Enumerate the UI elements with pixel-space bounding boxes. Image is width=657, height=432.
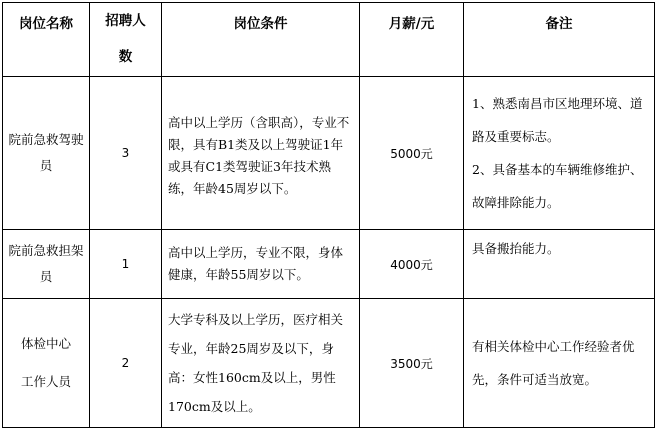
cell-count: 3	[90, 77, 162, 230]
cell-remarks: 有相关体检中心工作经验者优先，条件可适当放宽。	[464, 299, 655, 428]
table-row	[3, 77, 655, 230]
cell-salary: 4000元	[360, 230, 464, 299]
header-remarks: 备注	[464, 3, 655, 77]
header-count: 招聘人数	[90, 3, 162, 77]
table-row	[3, 230, 655, 299]
recruitment-table	[2, 2, 655, 428]
cell-remarks: 1、熟悉南昌市区地理环境、道路及重要标志。 2、具备基本的车辆维修维护、故障排除能力。	[464, 77, 655, 230]
cell-position: 体检中心工作人员	[3, 299, 90, 428]
cell-salary: 5000元	[360, 77, 464, 230]
cell-conditions: 高中以上学历，专业不限，身体健康，年龄55周岁以下。	[162, 230, 360, 299]
cell-position: 院前急救担架员	[3, 230, 90, 299]
header-conditions: 岗位条件	[162, 3, 360, 77]
header-position: 岗位名称	[3, 3, 90, 77]
table-row	[3, 299, 655, 428]
cell-salary: 3500元	[360, 299, 464, 428]
header-salary: 月薪/元	[360, 3, 464, 77]
cell-remarks: 具备搬抬能力。	[464, 230, 655, 299]
table-header-row	[3, 3, 655, 77]
cell-conditions: 大学专科及以上学历，医疗相关专业，年龄25周岁及以下，身高：女性160cm及以上，男性170cm及以上。	[162, 299, 360, 428]
cell-count: 2	[90, 299, 162, 428]
cell-conditions: 高中以上学历（含职高），专业不限，具有B1类及以上驾驶证1年或具有C1类驾驶证3年技术熟练，年龄45周岁以下。	[162, 77, 360, 230]
cell-count: 1	[90, 230, 162, 299]
cell-position: 院前急救驾驶员	[3, 77, 90, 230]
